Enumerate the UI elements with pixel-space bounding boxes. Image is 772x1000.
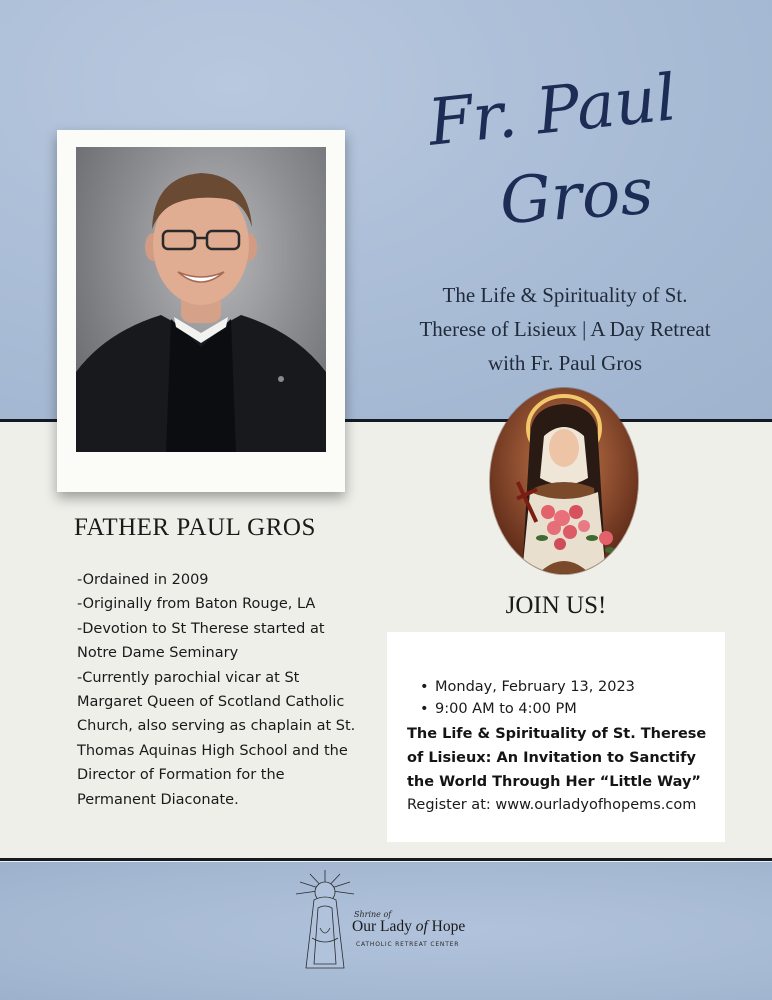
event-info-box — [387, 632, 725, 842]
bio-line: -Currently parochial vicar at St — [77, 669, 300, 686]
bio-line: Permanent Diaconate. — [77, 791, 239, 808]
madonna-logo-icon — [290, 868, 360, 972]
event-date: • Monday, February 13, 2023 — [420, 676, 635, 698]
event-title — [407, 722, 717, 794]
bio-line: Director of Formation for the — [77, 767, 285, 784]
logo-name-our-lady: Our Lady — [352, 918, 412, 935]
bio-line: -Originally from Baton Rouge, LA — [77, 596, 316, 613]
fr-paul-gros-portrait — [76, 147, 326, 452]
logo-name-of: of — [415, 918, 428, 935]
bio-line: Margaret Queen of Scotland Catholic — [77, 694, 345, 711]
logo-name — [352, 918, 465, 936]
subtitle-line-2: Therese of Lisieux | A Day Retreat — [419, 317, 711, 341]
script-title-line2: Gros — [497, 154, 656, 240]
event-title-line-1: The Life & Spirituality of St. Therese — [407, 726, 707, 742]
subtitle-line-1: The Life & Spirituality of St. — [442, 283, 688, 307]
event-details-list — [420, 676, 635, 720]
lower-divider-rule — [0, 858, 772, 861]
bio-list — [77, 568, 377, 812]
script-title-line1: Fr. Paul — [424, 61, 680, 161]
logo-tagline: CATHOLIC RETREAT CENTER — [356, 941, 460, 948]
bio-line: Thomas Aquinas High School and the — [77, 742, 348, 759]
portrait-polaroid-frame — [57, 130, 345, 492]
st-therese-illustration — [490, 388, 638, 574]
logo-shrine-of: Shrine of — [354, 910, 392, 919]
registration-link-text[interactable]: Register at: www.ourladyofhopems.com — [407, 797, 697, 813]
bio-line: Church, also serving as chaplain at St. — [77, 718, 356, 735]
join-us-heading: JOIN US! — [505, 592, 607, 619]
bio-line: -Ordained in 2009 — [77, 572, 209, 588]
our-lady-of-hope-logo — [290, 868, 490, 972]
bio-line: Notre Dame Seminary — [77, 645, 239, 662]
event-title-line-3: the World Through Her “Little Way” — [407, 774, 701, 790]
subtitle-line-3: with Fr. Paul Gros — [487, 351, 642, 375]
logo-name-hope: Hope — [431, 918, 466, 935]
event-time: • 9:00 AM to 4:00 PM — [420, 698, 635, 720]
bio-heading: FATHER PAUL GROS — [74, 514, 316, 541]
retreat-subtitle — [395, 278, 735, 380]
bio-line: -Devotion to St Therese started at — [77, 620, 325, 637]
st-therese-oval-portrait — [490, 388, 638, 574]
portrait-illustration — [76, 147, 326, 452]
event-title-line-2: of Lisieux: An Invitation to Sanctify — [407, 750, 696, 766]
